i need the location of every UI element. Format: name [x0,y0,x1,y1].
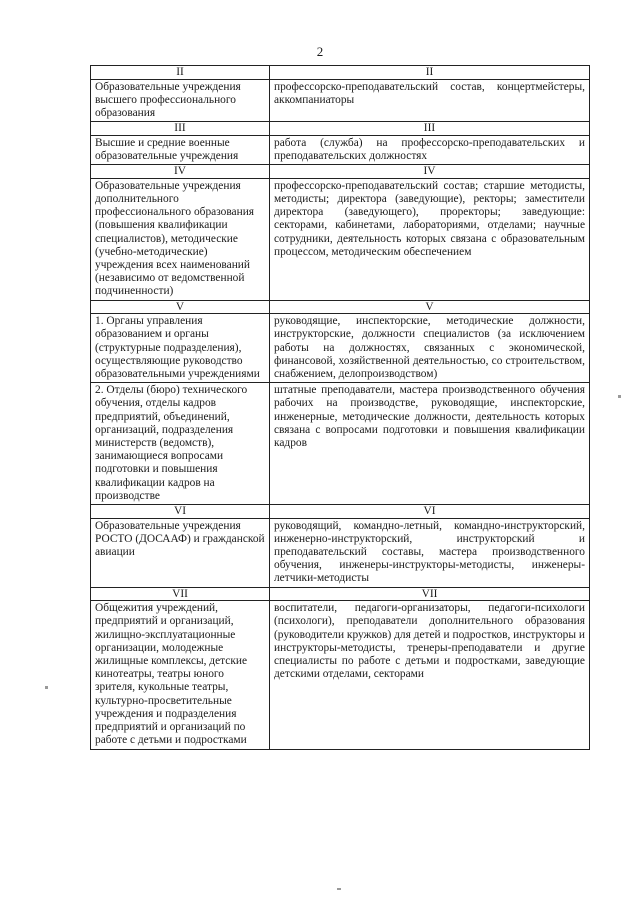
table-row [91,601,590,749]
section-numeral-left: VII [91,587,270,601]
section-numeral-left: IV [91,165,270,179]
section-numeral-left: VI [91,505,270,519]
institution-cell: 2. Отделы (бюро) технического обучения, отделы кадров предприятий, объединений, организаций, подразделения министерств (ведомств), занимающиеся вопросами подготовки и повышения квалификации кадров на производстве [91,383,270,505]
section-header-row [91,165,590,179]
section-numeral-left: II [91,66,270,80]
section-numeral-left: III [91,122,270,136]
section-header-row [91,66,590,80]
positions-cell: профессорско-преподавательский состав; старшие методисты, методисты; директора (заведующие), ректоры; заместители директора (заведующего), проректоры; заведующие: секторами, кабинетами, лабораториями, отделами; научные сотрудники, деятельность которых связана с образовательным процессом, методическим обеспечением [270,178,590,300]
positions-cell: профессорско-преподавательский состав, концертмейстеры, аккомпаниаторы [270,79,590,122]
table-row [91,79,590,122]
positions-cell: штатные преподаватели, мастера производственного обучения рабочих на производстве, руководящие, инспекторские, инженерные, методические должности, деятельность которых связана с вопросами подготовки и повышения квалификации кадров [270,383,590,505]
positions-cell: воспитатели, педагоги-организаторы, педагоги-психологи (психологи), преподаватели дополнительного образования (руководители кружков) для детей и подростков, инструкторы и инструкторы-методисты, тренеры-преподаватели и другие специалисты по работе с детьми и подростками, заведующие детскими отделами, секторами [270,601,590,749]
section-header-row [91,300,590,314]
section-numeral-left: V [91,300,270,314]
table-row [91,178,590,300]
institution-cell: Образовательные учреждения дополнительного профессионального образования (повышения квалификации специалистов), методические (учебно-методические) учреждения всех наименований (независимо от ведомственной подчиненности) [91,178,270,300]
positions-cell: руководящий, командно-летный, командно-инструкторский, инженерно-инструкторский, инструкторский и преподавательский составы, мастера производственного обучения, инженеры-инструкторы-методисты, инженеры-летчики-методисты [270,518,590,587]
section-header-row [91,587,590,601]
positions-cell: работа (служба) на профессорско-преподавательских и преподавательских должностях [270,135,590,164]
section-numeral-right: VII [270,587,590,601]
section-header-row [91,122,590,136]
institution-cell: Общежития учреждений, предприятий и организаций, жилищно-эксплуатационные организации, молодежные жилищные комплексы, детские кинотеатры, театры юного зрителя, кукольные театры, культурно-просветительные учреждения и подразделения предприятий и организаций по работе с детьми и подростками [91,601,270,749]
institution-cell: 1. Органы управления образованием и органы (структурные подразделения), осуществляющие руководство образовательными учреждениями [91,314,270,383]
table-row [91,518,590,587]
section-header-row [91,505,590,519]
section-numeral-right: V [270,300,590,314]
institution-cell: Образовательные учреждения высшего профессионального образования [91,79,270,122]
scan-mark [337,888,341,890]
section-numeral-right: IV [270,165,590,179]
institution-cell: Высшие и средние военные образовательные учреждения [91,135,270,164]
page-number: 2 [316,44,324,59]
table-row [91,314,590,383]
scan-mark [618,395,621,398]
positions-table [90,65,590,750]
section-numeral-right: II [270,66,590,80]
table-row [91,383,590,505]
section-numeral-right: VI [270,505,590,519]
table-row [91,135,590,164]
scan-mark [45,686,48,689]
institution-cell: Образовательные учреждения РОСТО (ДОСААФ) и гражданской авиации [91,518,270,587]
section-numeral-right: III [270,122,590,136]
positions-cell: руководящие, инспекторские, методические должности, инструкторские, должности специалистов (за исключением работы на должностях, связанных с экономической, финансовой, хозяйственной деятельностью, со строительством, снабжением, делопроизводством) [270,314,590,383]
